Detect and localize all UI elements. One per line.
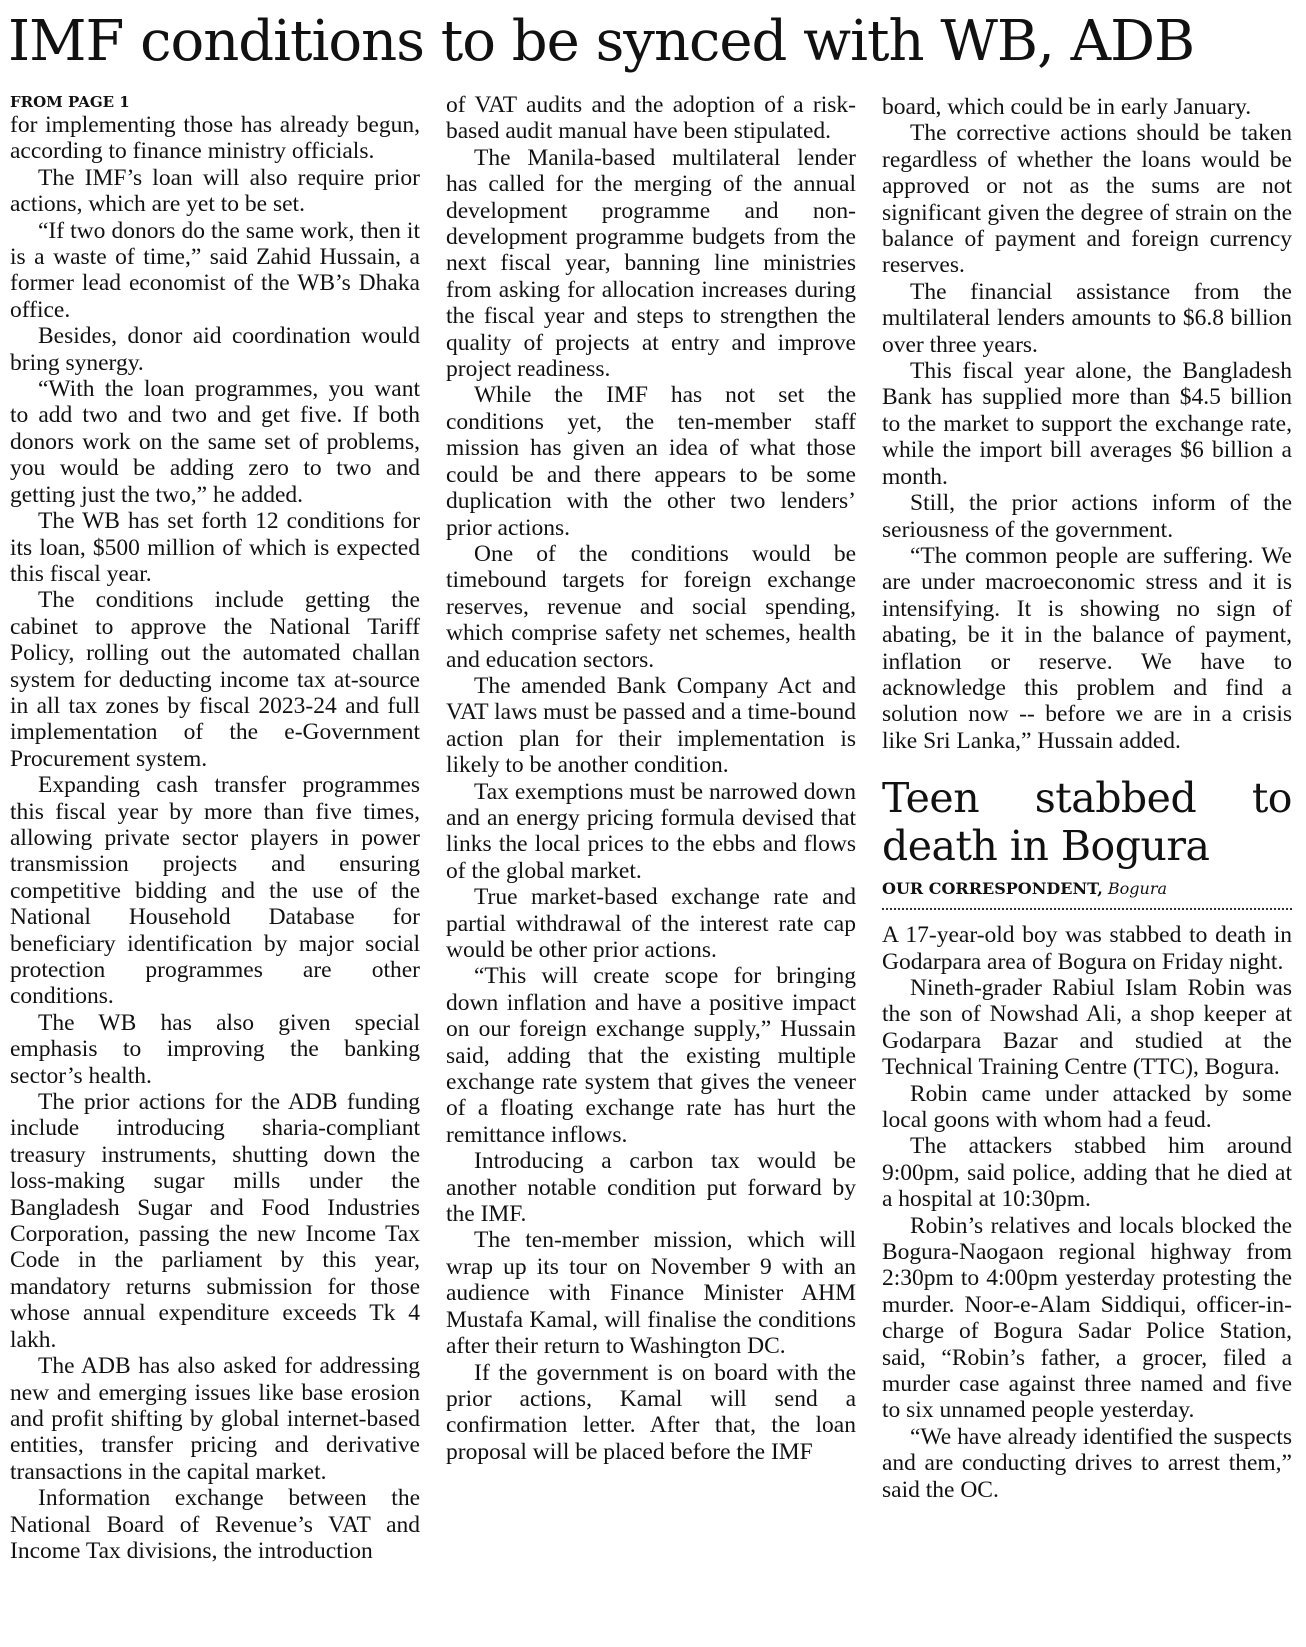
article-column-3 xyxy=(882,94,1292,1503)
paragraph: Besides, donor aid coordination would bring synergy. xyxy=(10,323,420,376)
paragraph: “The common people are suffering. We are under macroeconomic stress and it is intensifying. It is showing no sign of abating, be it in the balance of payment, inflation or reserve. We have to acknowledge this problem and find a solution now -- before we are in a crisis like Sri Lanka,” Hussain added. xyxy=(882,542,1292,754)
paragraph: Introducing a carbon tax would be another notable condition put forward by the IMF. xyxy=(446,1148,856,1228)
paragraph: Expanding cash transfer programmes this fiscal year by more than five times, allowing private sector players in power transmission projects and ensuring competitive bidding and the use of the National Household Database for beneficiary identification by major social protection programmes are other conditions. xyxy=(10,772,420,1010)
paragraph: This fiscal year alone, the Bangladesh Bank has supplied more than $4.5 billion to the market to support the exchange rate, while the import bill averages $6 billion a month. xyxy=(882,358,1292,490)
paragraph: Tax exemptions must be narrowed down and an energy pricing formula devised that links the local prices to the ebbs and flows of the global market. xyxy=(446,778,856,884)
main-headline: IMF conditions to be synced with WB, ADB xyxy=(8,9,1195,74)
dotted-divider xyxy=(882,908,1292,910)
paragraph: The Manila-based multilateral lender has called for the merging of the annual development programme and non-development programme budgets from the next fiscal year, banning line ministries from asking for allocation increases during the fiscal year and steps to strengthen the quality of projects at entry and improve project readiness. xyxy=(446,144,856,383)
paragraph: The amended Bank Company Act and VAT laws must be passed and a time-bound action plan for their implementation is likely to be another condition. xyxy=(446,672,856,779)
paragraph: While the IMF has not set the conditions yet, the ten-member staff mission has given an idea of what those could be and there appears to be some duplication with the other two lenders’ prior actions. xyxy=(446,382,856,541)
paragraph: The corrective actions should be taken regardless of whether the loans would be approved or not as the sums are not significant given the degree of strain on the balance of payment and foreign currency reserves. xyxy=(882,120,1292,279)
paragraph: of VAT audits and the adoption of a risk-based audit manual have been stipulated. xyxy=(446,92,856,145)
article-column-2 xyxy=(446,92,856,1465)
paragraph: The IMF’s loan will also require prior actions, which are yet to be set. xyxy=(10,164,420,218)
byline-place: Bogura xyxy=(1107,879,1167,899)
paragraph: board, which could be in early January. xyxy=(882,94,1252,120)
paragraph: “If two donors do the same work, then it is a waste of time,” said Zahid Hussain, a former lead economist of the WB’s Dhaka office. xyxy=(10,217,420,323)
paragraph: If the government is on board with the prior actions, Kamal will send a confirmation letter. After that, the loan proposal will be placed before the IMF xyxy=(446,1359,856,1465)
paragraph: Still, the prior actions inform of the seriousness of the government. xyxy=(882,490,1292,543)
paragraph: “This will create scope for bringing down inflation and have a positive impact on our foreign exchange supply,” Hussain said, adding that the existing multiple exchange rate system that gives the veneer of a floating exchange rate has hurt the remittance inflows. xyxy=(446,963,856,1148)
paragraph: The ADB has also asked for addressing new and emerging issues like base erosion and profit shifting by global internet-based entities, transfer pricing and derivative transactions in the capital market. xyxy=(10,1353,420,1485)
paragraph: for implementing those has already begun, according to finance ministry officials. xyxy=(10,112,420,165)
paragraph: One of the conditions would be timebound targets for foreign exchange reserves, revenue and social spending, which comprise safety net schemes, health and education sectors. xyxy=(446,540,856,673)
paragraph: The ten-member mission, which will wrap up its tour on November 9 with an audience with Finance Minister AHM Mustafa Kamal, will finalise the conditions after their return to Washington DC. xyxy=(446,1227,856,1360)
paragraph: The conditions include getting the cabinet to approve the National Tariff Policy, rolling out the automated challan system for deducting income tax at-source in all tax zones by fiscal 2023-24 and full implementation of the e-Government Procurement system. xyxy=(10,587,420,772)
paragraph: The prior actions for the ADB funding include introducing sharia-compliant treasury instruments, shutting down the loss-making sugar mills under the Bangladesh Sugar and Food Industries Corporation, passing the new Income Tax Code in the parliament by this year, mandatory returns submission for those whose annual expenditure exceeds Tk 4 lakh. xyxy=(10,1089,420,1353)
paragraph: The WB has set forth 12 conditions for its loan, $500 million of which is expected this fiscal year. xyxy=(10,508,420,587)
paragraph: Robin came under attacked by some local goons with whom had a feud. xyxy=(882,1080,1292,1133)
paragraph: “We have already identified the suspects and are conducting drives to arrest them,” said the OC. xyxy=(882,1423,1292,1503)
paragraph: A 17-year-old boy was stabbed to death in Godarpara area of Bogura on Friday night. xyxy=(882,922,1292,975)
paragraph: Nineth-grader Rabiul Islam Robin was the son of Nowshad Ali, a shop keeper at Godarpara Bazar and studied at the Technical Training Centre (TTC), Bogura. xyxy=(882,974,1292,1081)
continuation-label: FROM PAGE 1 xyxy=(10,93,130,111)
article-column-1 xyxy=(10,92,420,1564)
byline-name: OUR CORRESPONDENT, xyxy=(882,879,1103,899)
paragraph: The WB has also given special emphasis to improving the banking sector’s health. xyxy=(10,1009,420,1089)
paragraph: “With the loan programmes, you want to add two and two and get five. If both donors work on the same set of problems, you would be adding zero to two and getting just the two,” he added. xyxy=(10,376,420,508)
paragraph: True market-based exchange rate and partial withdrawal of the interest rate cap would be other prior actions. xyxy=(446,884,856,963)
correspondent-byline xyxy=(882,878,1292,900)
secondary-headline: Teen stabbed to death in Bogura xyxy=(882,774,1292,871)
paragraph: The financial assistance from the multilateral lenders amounts to $6.8 billion over three years. xyxy=(882,278,1292,358)
paragraph: The attackers stabbed him around 9:00pm, said police, adding that he died at a hospital at 10:30pm. xyxy=(882,1133,1292,1213)
paragraph: Robin’s relatives and locals blocked the Bogura-Naogaon regional highway from 2:30pm to 4:00pm yesterday protesting the murder. Noor-e-Alam Siddiqui, officer-in-charge of Bogura Sadar Police Station, said, “Robin’s father, a grocer, filed a murder case against three named and five to six unnamed people yesterday. xyxy=(882,1212,1292,1424)
paragraph: Information exchange between the National Board of Revenue’s VAT and Income Tax divisions, the introduction xyxy=(10,1485,420,1564)
